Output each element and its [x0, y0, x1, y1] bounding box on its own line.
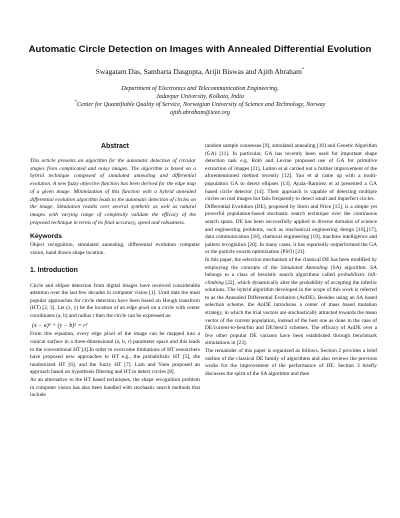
simulated-annealing-term: Simulated Annealing: [280, 264, 328, 271]
author-footnote-mark: *: [301, 66, 305, 72]
intro-heading: 1. Introduction: [30, 266, 78, 274]
right-paragraph-3-part-a: In this paper, the selection mechanism of the classical DE has been modified by employing the concepts of the: [205, 256, 377, 271]
left-column: [30, 143, 200, 400]
paper-title: Automatic Circle Detection on Images with Annealed Differential Evolution: [28, 44, 372, 55]
intro-paragraph-3: As an alternative to the HT based techniques, the shape recognition problem in computer vision has also been handled with stochastic search methods that include: [30, 377, 200, 399]
hill-climbing-term: probabilistic hill-climbing: [205, 272, 377, 286]
keywords-text: Object recognition, simulated annealing, differential evolution computer vision, hand drawn shape location.: [30, 242, 200, 256]
author-list: [0, 67, 400, 76]
affiliation-2-mark: *: [74, 98, 77, 104]
affiliation-2-text: Center for Quantifiable Quality of Service, Norwegian University of Science and Technology, Norway: [76, 102, 326, 108]
abstract-text: This article presents an algorithm for the automatic detection of circular shapes from complicated and noisy images. The algorithm is based on a hybrid technique composed of simulated annealing and differential evolution. A new fuzzy objective function has been derived for the edge map of a given image. Minimization of this function with a hybrid annealed differential evolution algorithm leads to the automatic detection of circles on the image. Simulation results over several synthetic as well as natural images with varying range of complexity validate the efficacy of the proposed technique in terms of its final accuracy, speed and robustness.: [30, 158, 196, 226]
right-paragraph-4: The remainder of this paper is organized as follows. Section 2 provides a brief outline of the classical DE family of algorithms and also reviews the previous works for the improvement of the performance of DE. Section 3 briefly discusses the spirit of the SA algorithm and then: [205, 348, 377, 377]
right-paragraph-3: [205, 257, 377, 348]
affiliation-1: Department of Electronics and Telecommunication Engineering,: [121, 86, 279, 92]
author-email: ajith.abraham@ieee.org: [170, 110, 230, 116]
author-names: Swagatam Das, Sambarta Dasgupta, Arijit Biswas and Ajith Abraham: [95, 67, 302, 76]
right-paragraph-3-part-c: [22], which dynamically alter the probability of accepting the inferior solutions. The hybrid algorithm developed in the scope of this work is referred to as the Annealed Differential Evolution (AnDE). Besides using an SA based selection scheme, the AnDE introduces a center of mass based mutation strategy, in which the trial vectors are stochastically attracted towards the mean vector of the current population, instead of the best one as done in the case of DE/current-to-best/bin and DE/best/2 schemes. The efficacy of AnDE over a few other popular DE variants have been established through benchmark simulations in [23].: [205, 279, 377, 347]
right-column: [205, 143, 377, 378]
affiliation-2: [0, 98, 400, 109]
right-paragraph-3-part-b: (SA) algorithm. SA belongs to a class of heuristic search algorithms called: [205, 264, 377, 279]
circle-equation: (x − a)² + (y − b)² = r²: [32, 323, 88, 330]
right-paragraph-1: random sample consensus [9], simulated annealing [10] and Genetic Algorithm (GA) [11]. In particular, GA has recently been used for important shape detection task e.g. Roth and Levine proposed use of GA for primitive extraction of images [11]. Lutton et al carried out a further improvement of the aforementioned method recently [12]. Yao et al came up with a multi-population GA to detect ellipses [13]. Ayala–Ramirez et al presented a GA based circle detector [14]. Their approach is capable of detecting multiple circles on real images but fails frequently to detect small and imperfect circles.: [205, 143, 377, 203]
intro-paragraph-1: Circle and ellipse detection from digital images have received considerable attention over the last few decades in computer vision [1]. Until date the most popular approaches for circle detection have been based on Hough transform (HT) [2, 3]. Let (x, y) be the location of an edge pixel on a circle with center coordinates (a, b) and radius r then the circle can be expressed as:: [30, 282, 200, 319]
affiliation-1b: Jadavpur University, Kolkata, India: [156, 94, 244, 100]
intro-paragraph-2: From this equation, every edge pixel of the image can be mapped into a conical surface in a three-dimensional (a, b, r) parameter space and this leads to the conventional HT [4].In order to overcome limitations of HT researchers have proposed new approaches to HT e.g., the probabilistic HT [5], the randomized HT [6], and the fuzzy HT [7]. Lam and Yuen proposed an approach based on hypothesis filtering and HT to detect circles [8].: [30, 331, 200, 376]
abstract-heading: Abstract: [101, 143, 129, 150]
right-paragraph-2: Differential Evolution (DE), proposed by Storn and Price [15], is a simple yet powerful population-based stochastic search technique over the continuous search space. DE has been successfully applied in diverse domains of science and engineering problems, such as mechanical engineering design [16],[17], data communication [18], chemical engineering [19], machine intelligence and pattern recognition [20]. In many cases, it has reportedly outperformed the GA or the particle swarm optimization (PSO) [21].: [205, 203, 377, 256]
keywords-heading: Keywords: [30, 233, 62, 241]
